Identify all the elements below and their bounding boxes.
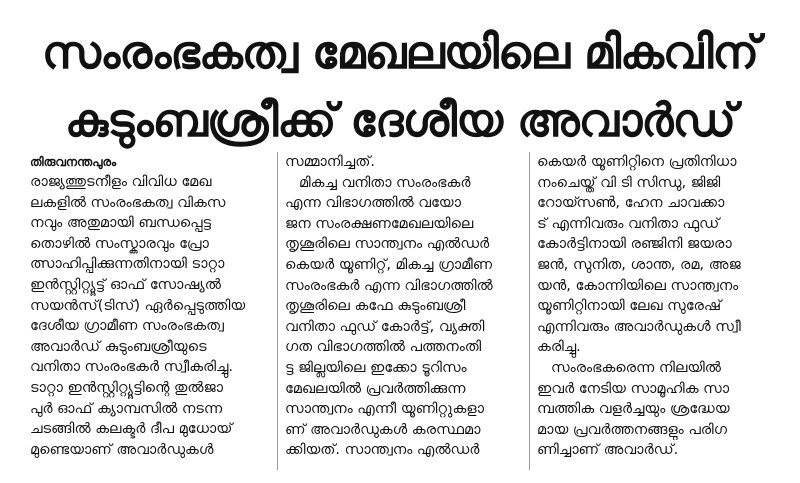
headline-line-1: സംരംഭകത്വ മേഖലയിലെ മികവിന് <box>41 25 759 79</box>
column-2-line: തൃശൂരിലെ സാന്ത്വനം എൽഡർ <box>285 236 490 253</box>
column-1-line: സയൻസ്(ടിസ്) ഏർപ്പെടുത്തിയ <box>30 297 246 314</box>
headline <box>0 18 800 154</box>
column-2-line: വനിതാ ഫുഡ് കോർട്ട്, വ്യക്തി <box>285 318 485 335</box>
column-2-line: സംരംഭകർ എന്ന വിഭാഗത്തിൽ <box>285 277 493 294</box>
column-1-line: ലകളിൽ സംരംഭകത്വ വികസ <box>30 194 226 211</box>
column-2-line: എന്ന വിഭാഗത്തിൽ വയോ <box>285 195 461 212</box>
column-3 <box>537 152 775 461</box>
column-2-line: മേഖലയിൽ പ്രവർത്തിക്കുന്ന <box>285 380 466 397</box>
column-2-line: ട്ട ജില്ലയിലെ ഇക്കോ ടൂറിസം <box>285 359 467 376</box>
column-3-line: ജൻ, സുനിത, ശാന്ത, രമ, അജ <box>537 256 741 273</box>
column-3-line: നംചെയ്ത് വി ടി സിന്ധു, ജിജി <box>537 174 721 191</box>
column-1-line: പുർ ഓഫ് ക്യാമ്പസിൽ നടന്ന <box>30 400 223 417</box>
column-3-line: ണിച്ചാണ് അവാർഡ്. <box>537 442 679 459</box>
column-1-line: തൊഴിൽ സംസ്കാരവും പ്രോ <box>30 235 209 252</box>
column-2 <box>285 152 523 461</box>
column-3-line: ട് എന്നിവരും വനിതാ ഫുഡ് <box>537 215 720 232</box>
column-1-line: വനിതാ സംരംഭകർ സ്വീകരിച്ചു. <box>30 359 233 376</box>
column-3-line: യൻ, കോന്നിയിലെ സാന്ത്വനം <box>537 277 739 294</box>
column-2-line: സമ്മാനിച്ചത്. <box>285 154 375 170</box>
dateline: തിരുവനന്തപുരം <box>30 155 117 169</box>
column-1-line: രാജ്യത്തുടനീളം വിവിധ മേഖ <box>30 174 212 190</box>
column-1 <box>30 152 268 460</box>
column-2-line: ണ് അവാർഡുകൾ കരസ്ഥമാ <box>285 421 481 438</box>
column-1-line: അവാർഡ് കുടുംബശ്രീയുടെ <box>30 338 207 355</box>
column-1-line: ഇൻസ്റ്റിറ്റ്യൂട്ട് ഓഫ് സോഷ്യൽ <box>30 276 221 293</box>
column-3-line: കരിച്ചു. <box>537 339 581 356</box>
column-2-line: തൃശൂരിലെ കഫേ കുടുംബശ്രീ <box>285 298 466 315</box>
headline-line-2: കുടുംബശ്രീക്ക് ദേശീയ അവാർഡ് <box>64 93 736 147</box>
column-3-line: റോയ്സൺ, ഹേന ചാവക്കാ <box>537 195 725 212</box>
column-3-line: യൂണിറ്റിനായി ലേഖ സുരേഷ് <box>537 298 722 315</box>
column-1-line: മുണ്ടെയാണ് അവാർഡുകൾ <box>30 441 214 458</box>
column-3-line: സംരംഭകരെന്ന നിലയിൽ <box>551 359 721 376</box>
column-3-line: മ്പത്തിക വളർച്ചയും ശ്രദ്ധേയ <box>537 401 730 418</box>
column-3-line: ഇവർ നേടിയ സാമൂഹിക സാ <box>537 380 730 397</box>
column-3-line: കോർട്ടിനായി രഞ്ജിനി ജയരാ <box>537 236 732 253</box>
column-1-line: ചടങ്ങിൽ കലക്ടർ ദീപ മുധോയ് <box>30 421 233 438</box>
column-2-line: ഗത വിഭാഗത്തിൽ പത്തനംതി <box>285 339 482 356</box>
column-2-line: കെയർ യൂണിറ്റ്, മികച്ച ഗ്രാമീണ <box>285 256 493 273</box>
column-3-line: കെയർ യൂണിറ്റിനെ പ്രതിനിധാ <box>537 154 737 170</box>
column-separator <box>277 152 278 470</box>
column-2-line: ക്കിയത്. സാന്ത്വനം എൽഡർ <box>285 442 480 459</box>
column-2-line: മികച്ച വനിതാ സംരംഭകർ <box>299 174 471 191</box>
column-2-line: സാന്ത്വനം എന്നീ യൂണിറ്റുകളാ <box>285 401 484 418</box>
column-separator <box>529 152 530 470</box>
column-1-line: ടാറ്റാ ഇൻസ്റ്റിറ്റ്യൂട്ടിന്റെ തുൽജാ <box>30 379 224 396</box>
column-1-line: നവും അതുമായി ബന്ധപ്പെട്ട <box>30 215 212 232</box>
column-3-line: മായ പ്രവർത്തനങ്ങളും പരിഗ <box>537 421 727 438</box>
column-1-line: ദേശീയ ഗ്രാമീണ സംരംഭകത്വ <box>30 318 224 335</box>
column-1-line: ത്സാഹിപ്പിക്കുന്നതിനായി ടാറ്റാ <box>30 256 225 273</box>
column-3-line: എന്നിവരും അവാർഡുകൾ സ്വീ <box>537 318 741 335</box>
column-2-line: ജന സംരക്ഷണമേഖലയിലെ <box>285 215 474 232</box>
